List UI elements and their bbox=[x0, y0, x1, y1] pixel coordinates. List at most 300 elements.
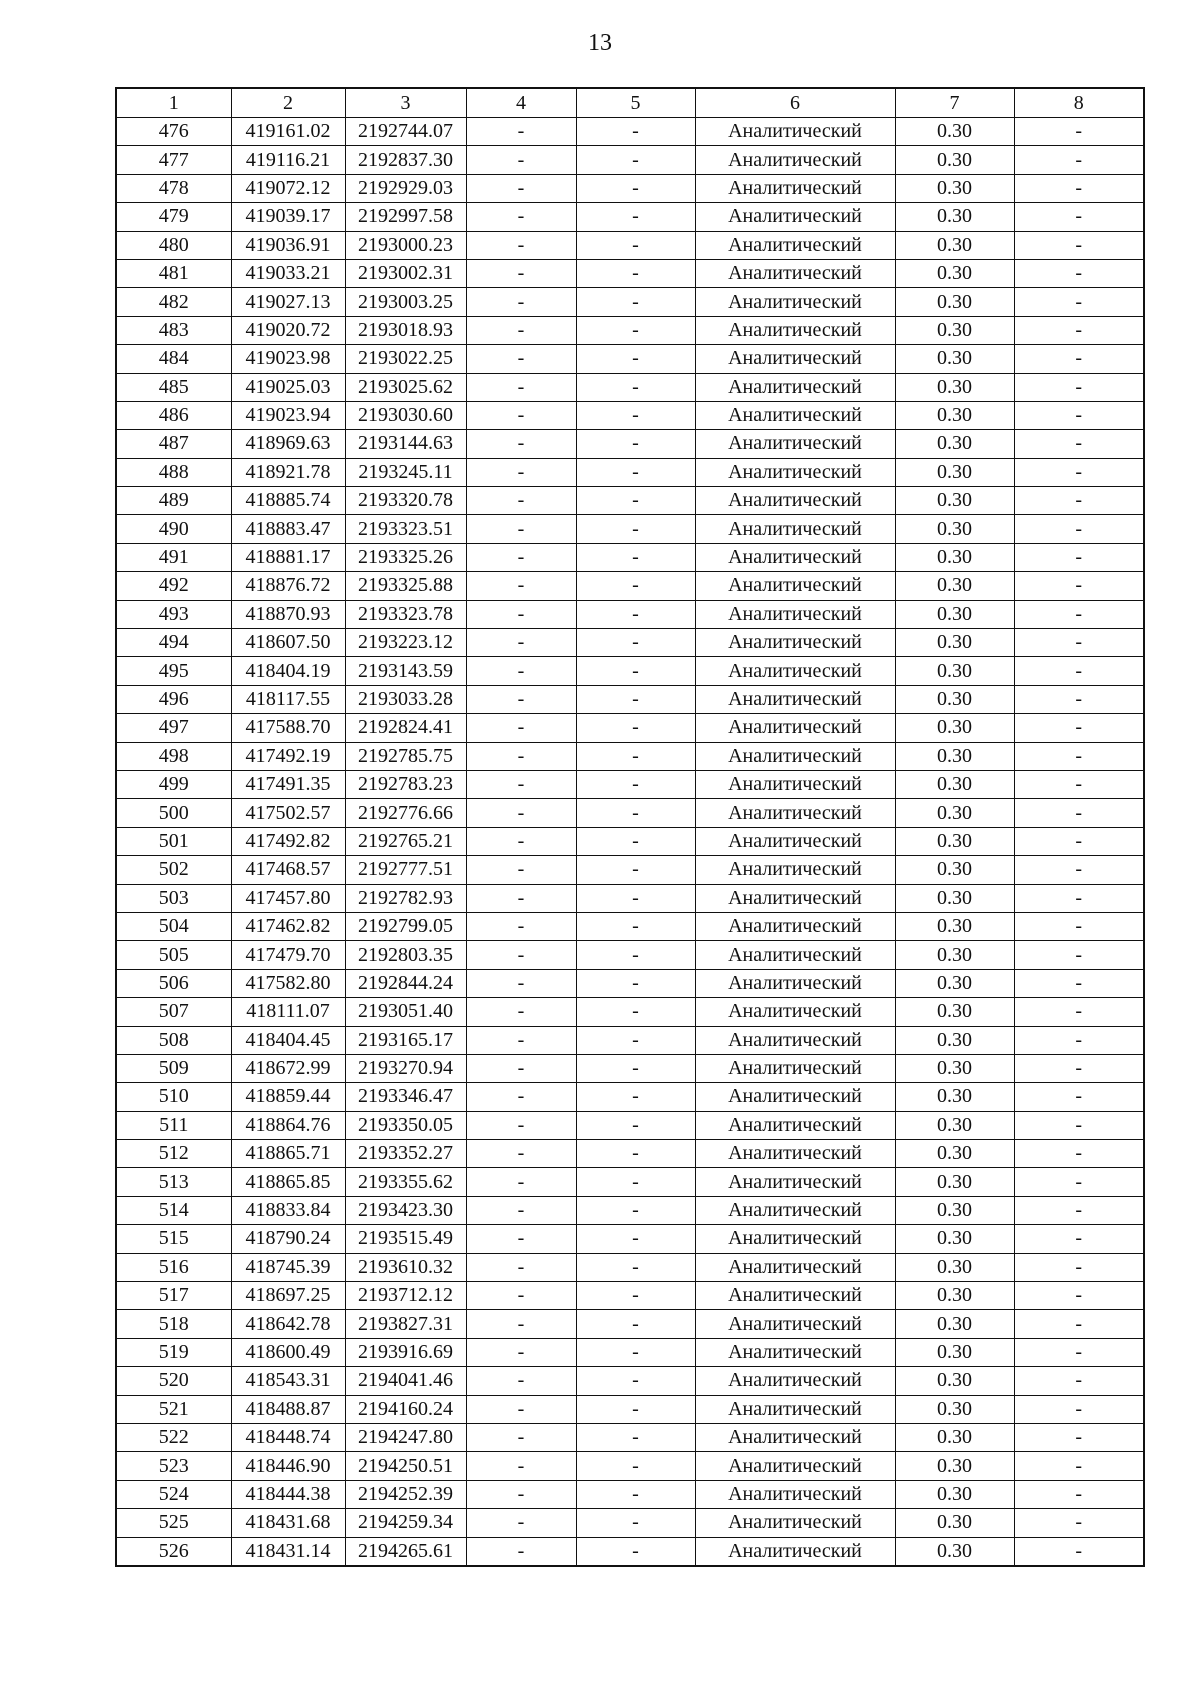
x-coordinate-cell: 419023.94 bbox=[231, 401, 345, 429]
point-number-cell: 481 bbox=[116, 259, 231, 287]
col-4-value-cell: - bbox=[466, 1480, 576, 1508]
accuracy-cell: 0.30 bbox=[895, 572, 1014, 600]
y-coordinate-cell: 2192997.58 bbox=[345, 203, 466, 231]
table-row bbox=[116, 600, 1144, 628]
col-5-value-cell: - bbox=[576, 1395, 695, 1423]
col-8-value-cell: - bbox=[1014, 1168, 1144, 1196]
col-5-value-cell: - bbox=[576, 998, 695, 1026]
x-coordinate-cell: 418833.84 bbox=[231, 1196, 345, 1224]
col-5-value-cell: - bbox=[576, 912, 695, 940]
x-coordinate-cell: 418876.72 bbox=[231, 572, 345, 600]
col-4-value-cell: - bbox=[466, 1310, 576, 1338]
col-8-value-cell: - bbox=[1014, 600, 1144, 628]
col-4-value-cell: - bbox=[466, 487, 576, 515]
accuracy-cell: 0.30 bbox=[895, 998, 1014, 1026]
y-coordinate-cell: 2192803.35 bbox=[345, 941, 466, 969]
point-number-cell: 518 bbox=[116, 1310, 231, 1338]
method-cell: Аналитический bbox=[695, 1338, 895, 1366]
table-row bbox=[116, 288, 1144, 316]
table-row bbox=[116, 1395, 1144, 1423]
col-5-value-cell: - bbox=[576, 1083, 695, 1111]
col-4-value-cell: - bbox=[466, 1253, 576, 1281]
col-5-value-cell: - bbox=[576, 600, 695, 628]
y-coordinate-cell: 2192929.03 bbox=[345, 174, 466, 202]
col-5-value-cell: - bbox=[576, 884, 695, 912]
method-cell: Аналитический bbox=[695, 1111, 895, 1139]
col-4-value-cell: - bbox=[466, 912, 576, 940]
table-row bbox=[116, 969, 1144, 997]
y-coordinate-cell: 2192844.24 bbox=[345, 969, 466, 997]
y-coordinate-cell: 2193144.63 bbox=[345, 430, 466, 458]
point-number-cell: 482 bbox=[116, 288, 231, 316]
method-cell: Аналитический bbox=[695, 572, 895, 600]
col-4-value-cell: - bbox=[466, 657, 576, 685]
method-cell: Аналитический bbox=[695, 118, 895, 146]
col-8-value-cell: - bbox=[1014, 1282, 1144, 1310]
table-row bbox=[116, 1480, 1144, 1508]
x-coordinate-cell: 418448.74 bbox=[231, 1423, 345, 1451]
col-8-value-cell: - bbox=[1014, 827, 1144, 855]
table-row bbox=[116, 401, 1144, 429]
col-5-value-cell: - bbox=[576, 1111, 695, 1139]
method-cell: Аналитический bbox=[695, 912, 895, 940]
coordinates-table bbox=[115, 87, 1145, 1567]
method-cell: Аналитический bbox=[695, 373, 895, 401]
col-4-value-cell: - bbox=[466, 572, 576, 600]
table-row bbox=[116, 1509, 1144, 1537]
accuracy-cell: 0.30 bbox=[895, 203, 1014, 231]
col-4-value-cell: - bbox=[466, 1423, 576, 1451]
y-coordinate-cell: 2194250.51 bbox=[345, 1452, 466, 1480]
col-8-value-cell: - bbox=[1014, 288, 1144, 316]
col-4-value-cell: - bbox=[466, 231, 576, 259]
col-8-value-cell: - bbox=[1014, 543, 1144, 571]
point-number-cell: 486 bbox=[116, 401, 231, 429]
y-coordinate-cell: 2193350.05 bbox=[345, 1111, 466, 1139]
col-4-value-cell: - bbox=[466, 203, 576, 231]
accuracy-cell: 0.30 bbox=[895, 1054, 1014, 1082]
col-5-value-cell: - bbox=[576, 487, 695, 515]
accuracy-cell: 0.30 bbox=[895, 685, 1014, 713]
accuracy-cell: 0.30 bbox=[895, 1367, 1014, 1395]
table-row bbox=[116, 685, 1144, 713]
table-row bbox=[116, 316, 1144, 344]
point-number-cell: 497 bbox=[116, 714, 231, 742]
col-4-value-cell: - bbox=[466, 515, 576, 543]
y-coordinate-cell: 2193143.59 bbox=[345, 657, 466, 685]
method-cell: Аналитический bbox=[695, 827, 895, 855]
col-5-value-cell: - bbox=[576, 742, 695, 770]
col-5-value-cell: - bbox=[576, 1423, 695, 1451]
col-8-value-cell: - bbox=[1014, 1026, 1144, 1054]
table-row bbox=[116, 1225, 1144, 1253]
point-number-cell: 526 bbox=[116, 1537, 231, 1566]
table-row bbox=[116, 373, 1144, 401]
col-8-value-cell: - bbox=[1014, 742, 1144, 770]
col-4-value-cell: - bbox=[466, 316, 576, 344]
table-row bbox=[116, 345, 1144, 373]
method-cell: Аналитический bbox=[695, 884, 895, 912]
accuracy-cell: 0.30 bbox=[895, 1310, 1014, 1338]
col-5-value-cell: - bbox=[576, 1168, 695, 1196]
method-cell: Аналитический bbox=[695, 259, 895, 287]
method-cell: Аналитический bbox=[695, 203, 895, 231]
point-number-cell: 504 bbox=[116, 912, 231, 940]
accuracy-cell: 0.30 bbox=[895, 487, 1014, 515]
col-8-value-cell: - bbox=[1014, 430, 1144, 458]
col-5-value-cell: - bbox=[576, 1140, 695, 1168]
table-row bbox=[116, 856, 1144, 884]
col-4-value-cell: - bbox=[466, 543, 576, 571]
column-header: 1 bbox=[116, 88, 231, 118]
col-5-value-cell: - bbox=[576, 1196, 695, 1224]
x-coordinate-cell: 417457.80 bbox=[231, 884, 345, 912]
method-cell: Аналитический bbox=[695, 685, 895, 713]
col-5-value-cell: - bbox=[576, 515, 695, 543]
col-4-value-cell: - bbox=[466, 288, 576, 316]
accuracy-cell: 0.30 bbox=[895, 430, 1014, 458]
point-number-cell: 517 bbox=[116, 1282, 231, 1310]
col-8-value-cell: - bbox=[1014, 146, 1144, 174]
x-coordinate-cell: 418885.74 bbox=[231, 487, 345, 515]
col-4-value-cell: - bbox=[466, 600, 576, 628]
col-4-value-cell: - bbox=[466, 941, 576, 969]
accuracy-cell: 0.30 bbox=[895, 515, 1014, 543]
x-coordinate-cell: 418431.68 bbox=[231, 1509, 345, 1537]
col-5-value-cell: - bbox=[576, 203, 695, 231]
column-header: 4 bbox=[466, 88, 576, 118]
col-8-value-cell: - bbox=[1014, 941, 1144, 969]
point-number-cell: 507 bbox=[116, 998, 231, 1026]
method-cell: Аналитический bbox=[695, 1367, 895, 1395]
point-number-cell: 523 bbox=[116, 1452, 231, 1480]
col-8-value-cell: - bbox=[1014, 1452, 1144, 1480]
table-row bbox=[116, 1196, 1144, 1224]
accuracy-cell: 0.30 bbox=[895, 259, 1014, 287]
accuracy-cell: 0.30 bbox=[895, 373, 1014, 401]
col-4-value-cell: - bbox=[466, 174, 576, 202]
point-number-cell: 521 bbox=[116, 1395, 231, 1423]
method-cell: Аналитический bbox=[695, 799, 895, 827]
method-cell: Аналитический bbox=[695, 1537, 895, 1566]
col-4-value-cell: - bbox=[466, 1140, 576, 1168]
col-4-value-cell: - bbox=[466, 884, 576, 912]
accuracy-cell: 0.30 bbox=[895, 600, 1014, 628]
col-8-value-cell: - bbox=[1014, 118, 1144, 146]
x-coordinate-cell: 418600.49 bbox=[231, 1338, 345, 1366]
point-number-cell: 491 bbox=[116, 543, 231, 571]
col-4-value-cell: - bbox=[466, 629, 576, 657]
point-number-cell: 520 bbox=[116, 1367, 231, 1395]
col-8-value-cell: - bbox=[1014, 714, 1144, 742]
col-8-value-cell: - bbox=[1014, 373, 1144, 401]
col-8-value-cell: - bbox=[1014, 1225, 1144, 1253]
x-coordinate-cell: 417492.19 bbox=[231, 742, 345, 770]
y-coordinate-cell: 2193352.27 bbox=[345, 1140, 466, 1168]
col-5-value-cell: - bbox=[576, 259, 695, 287]
y-coordinate-cell: 2193018.93 bbox=[345, 316, 466, 344]
x-coordinate-cell: 417462.82 bbox=[231, 912, 345, 940]
point-number-cell: 496 bbox=[116, 685, 231, 713]
x-coordinate-cell: 417479.70 bbox=[231, 941, 345, 969]
table-row bbox=[116, 1026, 1144, 1054]
x-coordinate-cell: 418921.78 bbox=[231, 458, 345, 486]
column-header: 2 bbox=[231, 88, 345, 118]
table-row bbox=[116, 998, 1144, 1026]
table-row bbox=[116, 657, 1144, 685]
col-8-value-cell: - bbox=[1014, 799, 1144, 827]
y-coordinate-cell: 2194160.24 bbox=[345, 1395, 466, 1423]
method-cell: Аналитический bbox=[695, 742, 895, 770]
y-coordinate-cell: 2193022.25 bbox=[345, 345, 466, 373]
col-8-value-cell: - bbox=[1014, 884, 1144, 912]
method-cell: Аналитический bbox=[695, 1423, 895, 1451]
accuracy-cell: 0.30 bbox=[895, 1395, 1014, 1423]
col-8-value-cell: - bbox=[1014, 856, 1144, 884]
point-number-cell: 512 bbox=[116, 1140, 231, 1168]
col-8-value-cell: - bbox=[1014, 998, 1144, 1026]
method-cell: Аналитический bbox=[695, 770, 895, 798]
col-4-value-cell: - bbox=[466, 1168, 576, 1196]
y-coordinate-cell: 2193320.78 bbox=[345, 487, 466, 515]
accuracy-cell: 0.30 bbox=[895, 345, 1014, 373]
col-4-value-cell: - bbox=[466, 969, 576, 997]
y-coordinate-cell: 2192765.21 bbox=[345, 827, 466, 855]
col-4-value-cell: - bbox=[466, 373, 576, 401]
x-coordinate-cell: 419039.17 bbox=[231, 203, 345, 231]
y-coordinate-cell: 2193165.17 bbox=[345, 1026, 466, 1054]
method-cell: Аналитический bbox=[695, 231, 895, 259]
x-coordinate-cell: 419072.12 bbox=[231, 174, 345, 202]
point-number-cell: 498 bbox=[116, 742, 231, 770]
x-coordinate-cell: 418446.90 bbox=[231, 1452, 345, 1480]
x-coordinate-cell: 418488.87 bbox=[231, 1395, 345, 1423]
col-4-value-cell: - bbox=[466, 345, 576, 373]
accuracy-cell: 0.30 bbox=[895, 827, 1014, 855]
col-4-value-cell: - bbox=[466, 685, 576, 713]
col-8-value-cell: - bbox=[1014, 1509, 1144, 1537]
col-5-value-cell: - bbox=[576, 401, 695, 429]
accuracy-cell: 0.30 bbox=[895, 1196, 1014, 1224]
col-5-value-cell: - bbox=[576, 118, 695, 146]
x-coordinate-cell: 418404.19 bbox=[231, 657, 345, 685]
col-5-value-cell: - bbox=[576, 345, 695, 373]
y-coordinate-cell: 2193712.12 bbox=[345, 1282, 466, 1310]
col-5-value-cell: - bbox=[576, 430, 695, 458]
method-cell: Аналитический bbox=[695, 600, 895, 628]
y-coordinate-cell: 2193051.40 bbox=[345, 998, 466, 1026]
x-coordinate-cell: 417491.35 bbox=[231, 770, 345, 798]
y-coordinate-cell: 2192837.30 bbox=[345, 146, 466, 174]
point-number-cell: 477 bbox=[116, 146, 231, 174]
col-8-value-cell: - bbox=[1014, 1140, 1144, 1168]
x-coordinate-cell: 418607.50 bbox=[231, 629, 345, 657]
accuracy-cell: 0.30 bbox=[895, 884, 1014, 912]
col-8-value-cell: - bbox=[1014, 1367, 1144, 1395]
x-coordinate-cell: 417492.82 bbox=[231, 827, 345, 855]
x-coordinate-cell: 418117.55 bbox=[231, 685, 345, 713]
point-number-cell: 509 bbox=[116, 1054, 231, 1082]
accuracy-cell: 0.30 bbox=[895, 714, 1014, 742]
col-4-value-cell: - bbox=[466, 1367, 576, 1395]
y-coordinate-cell: 2193346.47 bbox=[345, 1083, 466, 1111]
table-row bbox=[116, 543, 1144, 571]
point-number-cell: 508 bbox=[116, 1026, 231, 1054]
method-cell: Аналитический bbox=[695, 487, 895, 515]
accuracy-cell: 0.30 bbox=[895, 1537, 1014, 1566]
table-row bbox=[116, 174, 1144, 202]
y-coordinate-cell: 2192824.41 bbox=[345, 714, 466, 742]
y-coordinate-cell: 2193270.94 bbox=[345, 1054, 466, 1082]
accuracy-cell: 0.30 bbox=[895, 856, 1014, 884]
table-row bbox=[116, 572, 1144, 600]
accuracy-cell: 0.30 bbox=[895, 543, 1014, 571]
col-4-value-cell: - bbox=[466, 1338, 576, 1366]
col-5-value-cell: - bbox=[576, 572, 695, 600]
accuracy-cell: 0.30 bbox=[895, 799, 1014, 827]
table-row bbox=[116, 1423, 1144, 1451]
y-coordinate-cell: 2193323.78 bbox=[345, 600, 466, 628]
col-4-value-cell: - bbox=[466, 1452, 576, 1480]
col-4-value-cell: - bbox=[466, 1111, 576, 1139]
col-4-value-cell: - bbox=[466, 742, 576, 770]
table-row bbox=[116, 1338, 1144, 1366]
col-8-value-cell: - bbox=[1014, 1395, 1144, 1423]
col-5-value-cell: - bbox=[576, 941, 695, 969]
point-number-cell: 524 bbox=[116, 1480, 231, 1508]
col-4-value-cell: - bbox=[466, 118, 576, 146]
y-coordinate-cell: 2194265.61 bbox=[345, 1537, 466, 1566]
col-8-value-cell: - bbox=[1014, 203, 1144, 231]
table-row bbox=[116, 231, 1144, 259]
y-coordinate-cell: 2193033.28 bbox=[345, 685, 466, 713]
method-cell: Аналитический bbox=[695, 714, 895, 742]
accuracy-cell: 0.30 bbox=[895, 1423, 1014, 1451]
col-8-value-cell: - bbox=[1014, 316, 1144, 344]
accuracy-cell: 0.30 bbox=[895, 146, 1014, 174]
point-number-cell: 522 bbox=[116, 1423, 231, 1451]
col-8-value-cell: - bbox=[1014, 1338, 1144, 1366]
accuracy-cell: 0.30 bbox=[895, 231, 1014, 259]
col-4-value-cell: - bbox=[466, 1537, 576, 1566]
table-body bbox=[116, 118, 1144, 1566]
table-row bbox=[116, 714, 1144, 742]
accuracy-cell: 0.30 bbox=[895, 912, 1014, 940]
method-cell: Аналитический bbox=[695, 515, 895, 543]
col-5-value-cell: - bbox=[576, 373, 695, 401]
y-coordinate-cell: 2192777.51 bbox=[345, 856, 466, 884]
col-8-value-cell: - bbox=[1014, 259, 1144, 287]
method-cell: Аналитический bbox=[695, 543, 895, 571]
y-coordinate-cell: 2192744.07 bbox=[345, 118, 466, 146]
accuracy-cell: 0.30 bbox=[895, 316, 1014, 344]
x-coordinate-cell: 418745.39 bbox=[231, 1253, 345, 1281]
point-number-cell: 476 bbox=[116, 118, 231, 146]
accuracy-cell: 0.30 bbox=[895, 118, 1014, 146]
table-row bbox=[116, 118, 1144, 146]
point-number-cell: 494 bbox=[116, 629, 231, 657]
x-coordinate-cell: 418864.76 bbox=[231, 1111, 345, 1139]
x-coordinate-cell: 418865.71 bbox=[231, 1140, 345, 1168]
y-coordinate-cell: 2194247.80 bbox=[345, 1423, 466, 1451]
table-row bbox=[116, 146, 1144, 174]
table-row bbox=[116, 799, 1144, 827]
accuracy-cell: 0.30 bbox=[895, 629, 1014, 657]
col-5-value-cell: - bbox=[576, 231, 695, 259]
method-cell: Аналитический bbox=[695, 1225, 895, 1253]
col-4-value-cell: - bbox=[466, 1196, 576, 1224]
table-row bbox=[116, 1111, 1144, 1139]
method-cell: Аналитический bbox=[695, 1168, 895, 1196]
method-cell: Аналитический bbox=[695, 1140, 895, 1168]
col-8-value-cell: - bbox=[1014, 515, 1144, 543]
point-number-cell: 478 bbox=[116, 174, 231, 202]
col-5-value-cell: - bbox=[576, 174, 695, 202]
method-cell: Аналитический bbox=[695, 1026, 895, 1054]
point-number-cell: 515 bbox=[116, 1225, 231, 1253]
method-cell: Аналитический bbox=[695, 401, 895, 429]
y-coordinate-cell: 2193610.32 bbox=[345, 1253, 466, 1281]
col-8-value-cell: - bbox=[1014, 1196, 1144, 1224]
x-coordinate-cell: 417582.80 bbox=[231, 969, 345, 997]
table-row bbox=[116, 203, 1144, 231]
point-number-cell: 483 bbox=[116, 316, 231, 344]
y-coordinate-cell: 2192785.75 bbox=[345, 742, 466, 770]
y-coordinate-cell: 2193002.31 bbox=[345, 259, 466, 287]
y-coordinate-cell: 2193325.88 bbox=[345, 572, 466, 600]
col-4-value-cell: - bbox=[466, 1083, 576, 1111]
col-4-value-cell: - bbox=[466, 827, 576, 855]
col-8-value-cell: - bbox=[1014, 458, 1144, 486]
col-4-value-cell: - bbox=[466, 146, 576, 174]
point-number-cell: 503 bbox=[116, 884, 231, 912]
accuracy-cell: 0.30 bbox=[895, 1282, 1014, 1310]
page-number: 13 bbox=[588, 30, 612, 56]
col-8-value-cell: - bbox=[1014, 231, 1144, 259]
x-coordinate-cell: 417468.57 bbox=[231, 856, 345, 884]
y-coordinate-cell: 2193030.60 bbox=[345, 401, 466, 429]
point-number-cell: 490 bbox=[116, 515, 231, 543]
col-5-value-cell: - bbox=[576, 1480, 695, 1508]
x-coordinate-cell: 419023.98 bbox=[231, 345, 345, 373]
x-coordinate-cell: 418883.47 bbox=[231, 515, 345, 543]
y-coordinate-cell: 2192799.05 bbox=[345, 912, 466, 940]
method-cell: Аналитический bbox=[695, 998, 895, 1026]
col-4-value-cell: - bbox=[466, 259, 576, 287]
point-number-cell: 502 bbox=[116, 856, 231, 884]
column-header: 3 bbox=[345, 88, 466, 118]
method-cell: Аналитический bbox=[695, 856, 895, 884]
col-4-value-cell: - bbox=[466, 430, 576, 458]
point-number-cell: 525 bbox=[116, 1509, 231, 1537]
col-8-value-cell: - bbox=[1014, 1537, 1144, 1566]
accuracy-cell: 0.30 bbox=[895, 1253, 1014, 1281]
x-coordinate-cell: 419020.72 bbox=[231, 316, 345, 344]
table-row bbox=[116, 1168, 1144, 1196]
x-coordinate-cell: 418870.93 bbox=[231, 600, 345, 628]
method-cell: Аналитический bbox=[695, 1054, 895, 1082]
col-5-value-cell: - bbox=[576, 1253, 695, 1281]
col-5-value-cell: - bbox=[576, 856, 695, 884]
col-4-value-cell: - bbox=[466, 458, 576, 486]
y-coordinate-cell: 2192776.66 bbox=[345, 799, 466, 827]
col-5-value-cell: - bbox=[576, 1282, 695, 1310]
method-cell: Аналитический bbox=[695, 345, 895, 373]
method-cell: Аналитический bbox=[695, 146, 895, 174]
method-cell: Аналитический bbox=[695, 1083, 895, 1111]
accuracy-cell: 0.30 bbox=[895, 1140, 1014, 1168]
table-row bbox=[116, 1253, 1144, 1281]
